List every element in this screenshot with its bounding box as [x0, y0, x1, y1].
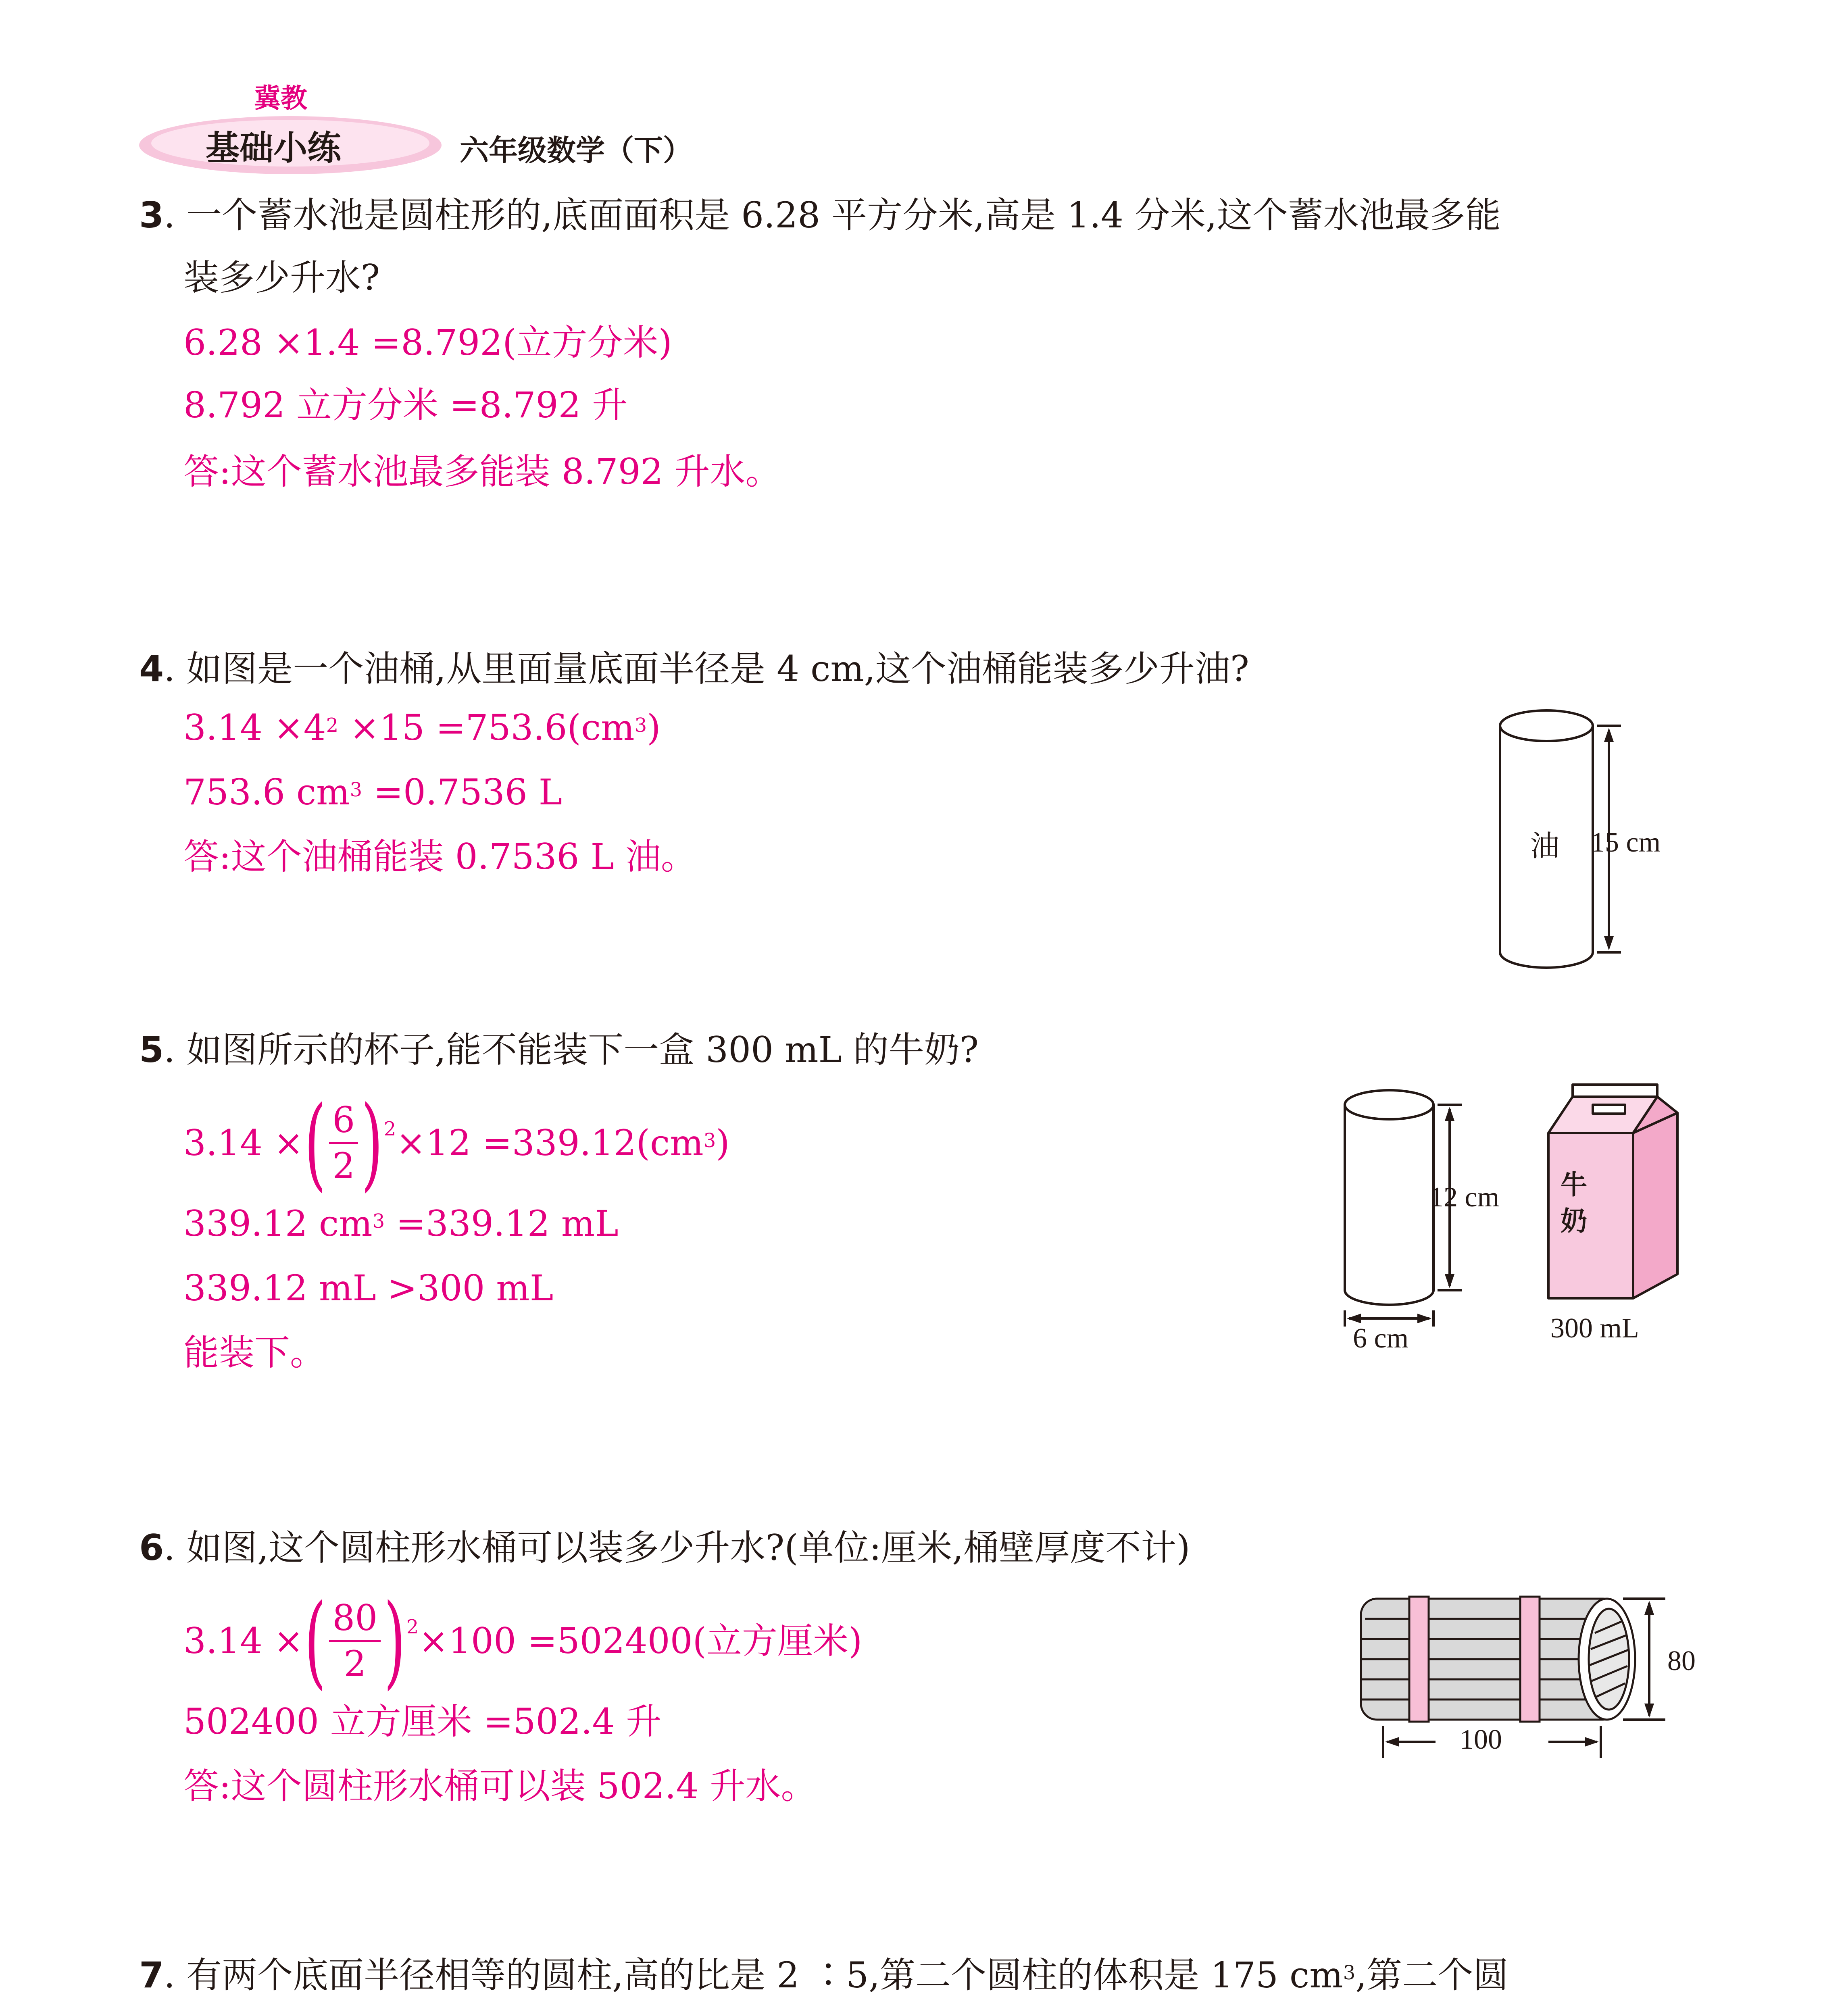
- q5-question: [139, 1024, 979, 1076]
- q6-answer-2: 502400 立方厘米 =502.4 升: [183, 1701, 662, 1742]
- q6-question: [139, 1522, 1190, 1574]
- q6-fraction: $\frac{80}{2}$: [329, 1600, 381, 1682]
- q5-figure-milk-label-2: 奶: [1561, 1206, 1587, 1237]
- q6-figure-label-diameter: 80: [1667, 1645, 1696, 1677]
- q6-answer-3: 答:这个圆柱形水桶可以装 502.4 升水。: [183, 1765, 817, 1807]
- q4-question: [139, 643, 1249, 695]
- q6-figure-label-length: 100: [1460, 1724, 1502, 1755]
- q4-figure-label-oil: 油: [1530, 830, 1560, 862]
- q3-answer-2: 8.792 立方分米 =8.792 升: [183, 384, 628, 426]
- q5-number: 5: [139, 1029, 164, 1070]
- q3-text-line2: 装多少升水?: [183, 257, 380, 298]
- q3-answer-1: 6.28 ×1.4 =8.792(立方分米): [183, 322, 672, 363]
- q5-fraction: $\frac{6}{2}$: [329, 1102, 358, 1184]
- q3-text-line1: . 一个蓄水池是圆柱形的,底面面积是 6.28 平方分米,高是 1.4 分米,这个蓄水池最多能: [164, 194, 1501, 236]
- q3-question: [139, 190, 1501, 241]
- q5-text: . 如图所示的杯子,能不能装下一盒 300 mL 的牛奶?: [164, 1029, 979, 1070]
- header-badge-top: 冀教: [254, 83, 307, 114]
- q4-answer-1: $3.14 \times 4^2 \times 15 =753.6(cm^3)$: [183, 707, 661, 748]
- q4-figure-label-height: 15 cm: [1591, 827, 1661, 858]
- q6-text: . 如图,这个圆柱形水桶可以装多少升水?(单位:厘米,桶壁厚度不计): [164, 1527, 1190, 1568]
- q5-figure-milk-volume: 300 mL: [1550, 1313, 1639, 1344]
- q3-answer-3: 答:这个蓄水池最多能装 8.792 升水。: [183, 451, 781, 492]
- q4-text: . 如图是一个油桶,从里面量底面半径是 4 cm,这个油桶能装多少升油?: [164, 648, 1249, 689]
- q5-answer-1: 3.14 × ( $\frac{6}{2}$ ) $^2$ ×12 =339.12(cm $^3$ ): [183, 1084, 730, 1202]
- q4-number: 4: [139, 648, 164, 689]
- q7-text-line2: [183, 2014, 770, 2016]
- q5-answer-2: 339.12 $cm^3 =339.12$ mL: [183, 1203, 619, 1244]
- q5-figure-milk-label-1: 牛: [1561, 1169, 1587, 1200]
- q7-number: 7: [139, 1954, 164, 1996]
- q4-answer-2: 753.6 $cm^3 =0.7536$ L: [183, 771, 563, 813]
- q7-question: 7. 有两个底面半径相等的圆柱,高的比是 2 ∶5,第二个圆柱的体积是 175 $cm^3$,第二个圆: [139, 1954, 1509, 1996]
- q6-number: 6: [139, 1527, 164, 1568]
- q5-figure-label-width: 6 cm: [1353, 1323, 1409, 1354]
- q5-answer-3: 339.12 mL >300 mL: [183, 1267, 554, 1309]
- q6-answer-1: 3.14 × ( $\frac{80}{2}$ ) $^2$ ×100 =502400(立方厘米): [183, 1582, 863, 1699]
- header-badge-main: 基础小练: [206, 128, 342, 168]
- header: [137, 77, 742, 181]
- q5-answer-4: 能装下。: [183, 1332, 326, 1373]
- q4-answer-3: 答:这个油桶能装 0.7536 L 油。: [183, 836, 696, 877]
- q6-figure-barrel: [1343, 1581, 1706, 1782]
- q5-figure-cup: [1323, 1081, 1540, 1355]
- q5-figure-label-height: 12 cm: [1429, 1182, 1500, 1213]
- q3-number: 3: [139, 194, 164, 236]
- header-subject: 六年级数学（下）: [460, 133, 692, 167]
